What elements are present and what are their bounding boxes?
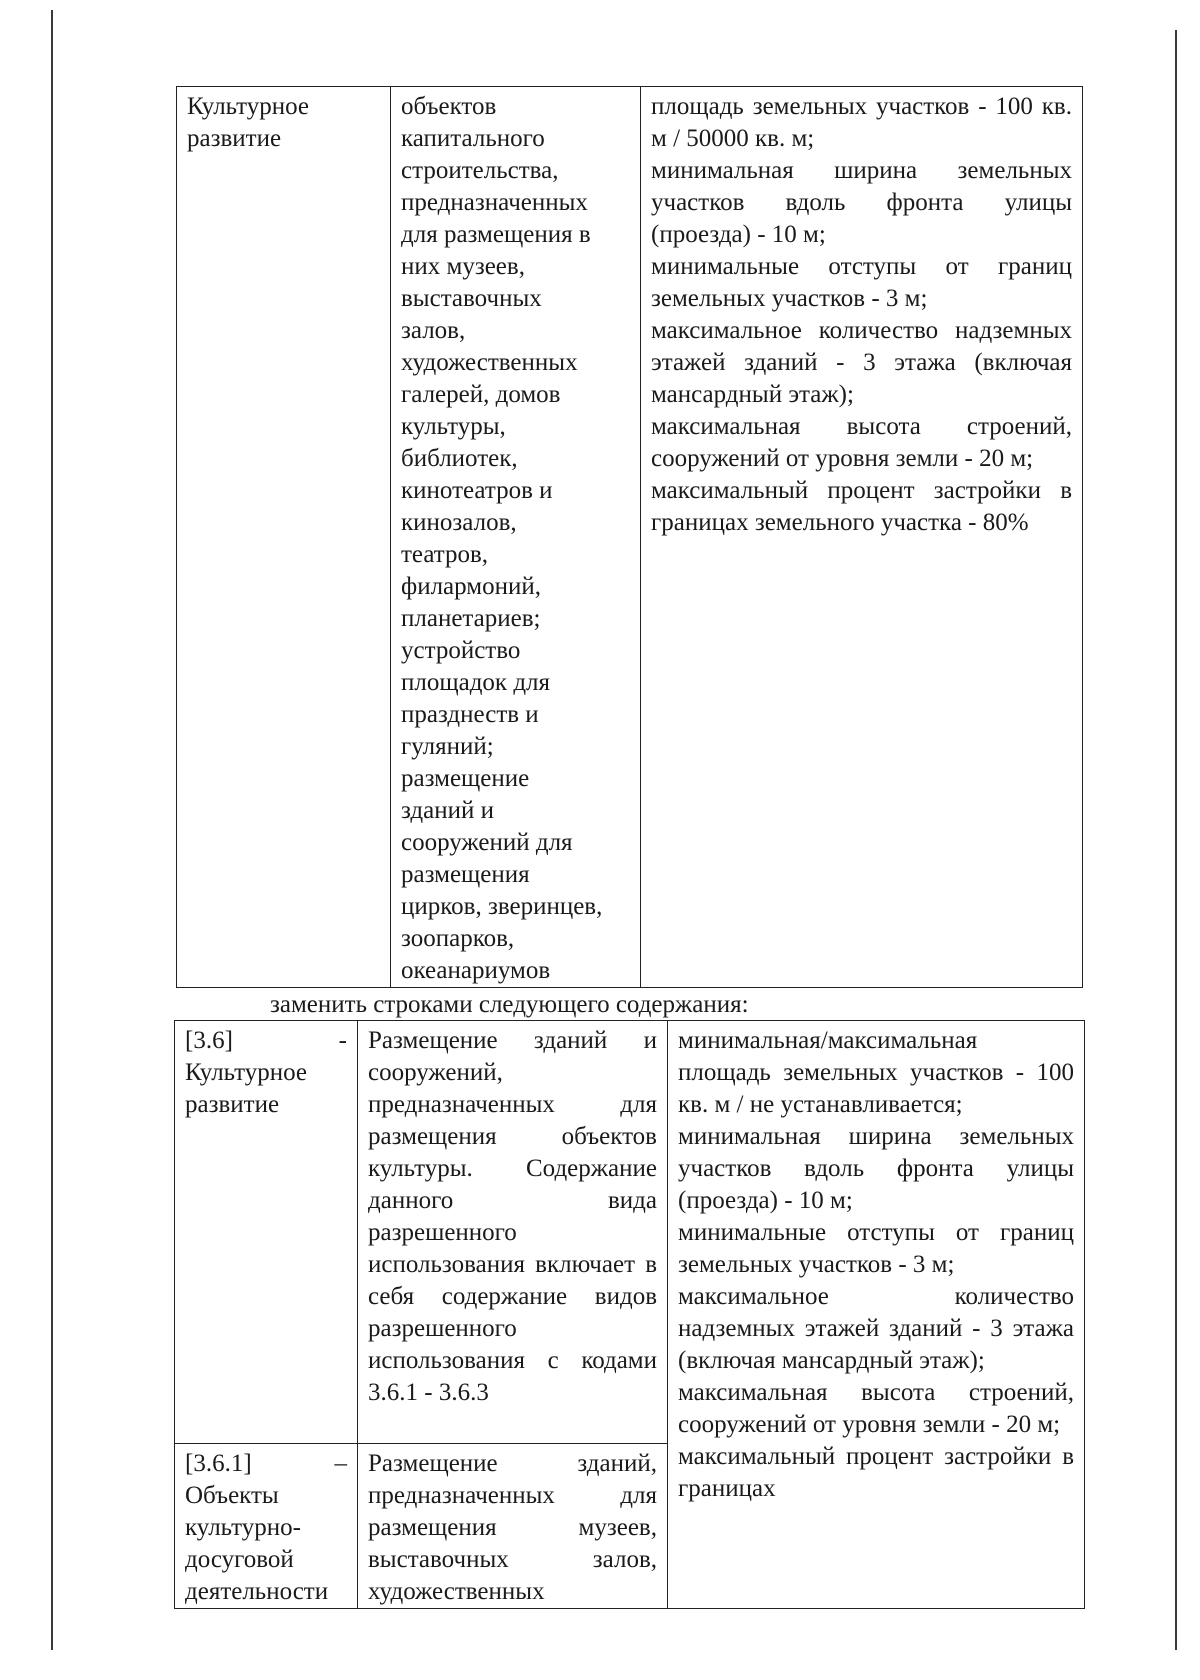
new-rows-table	[174, 1020, 1085, 1609]
use-code-name-cell	[175, 1021, 358, 1444]
parameters-cell	[641, 87, 1083, 988]
replacement-caption: заменить строками следующего содержания:	[270, 991, 749, 1018]
parameters-cell	[668, 1021, 1085, 1609]
use-description-cell	[391, 87, 641, 988]
use-description-cell	[358, 1021, 668, 1444]
parameters-text: площадь земельных участков - 100 кв. м / 50000 кв. м; минимальная ширина земельных участков вдоль фронта улицы (проезда) - 10 м; минимальные отступы от границ земельных участков - 3 м; максимальное количество надземных этажей зданий - 3 этажа (включая мансардный этаж); максимальная высота строений, сооружений от уровня земли - 20 м; максимальный процент застройки в границах земельного участка - 80%	[651, 93, 1072, 536]
scan-left-edge-line	[51, 10, 53, 1650]
table-row	[175, 1021, 1085, 1444]
use-description-text: Размещение зданий, предназначенных для размещения музеев, выставочных залов, художественных	[368, 1450, 657, 1605]
use-name-text: Культурное развитие	[187, 93, 309, 152]
previous-rows-table	[176, 86, 1083, 988]
table-row	[177, 87, 1083, 988]
parameters-text: минимальная/максимальная площадь земельных участков - 100 кв. м / не устанавливается; минимальная ширина земельных участков вдоль фронта улицы (проезда) - 10 м; минимальные отступы от границ земельных участков - 3 м; максимальное количество надземных этажей зданий - 3 этажа (включая мансардный этаж); максимальная высота строений, сооружений от уровня земли - 20 м; максимальный процент застройки в границах	[678, 1027, 1074, 1502]
use-description-text: объектов капитального строительства, предназначенных для размещения в них музеев, выставочных залов, художественных галерей, домов культуры, библиотек, кинотеатров и кинозалов, театров, филармоний, планетариев; устройство площадок для празднеств и гуляний; размещение зданий и сооружений для размещения цирков, зверинцев, зоопарков, океанариумов	[401, 93, 603, 984]
use-code-name-text: [3.6.1] – Объекты культурно-досуговой деятельности	[185, 1450, 347, 1605]
use-description-text: Размещение зданий и сооружений, предназначенных для размещения объектов культуры. Содержание данного вида разрешенного использования включает в себя содержание видов разрешенного использования с кодами 3.6.1 - 3.6.3	[368, 1027, 657, 1406]
use-code-name-text: [3.6] - Культурное развитие	[185, 1027, 347, 1118]
scan-right-edge-line	[1175, 30, 1177, 1650]
use-description-cell	[358, 1444, 668, 1609]
use-name-cell	[177, 87, 391, 988]
use-code-name-cell	[175, 1444, 358, 1609]
